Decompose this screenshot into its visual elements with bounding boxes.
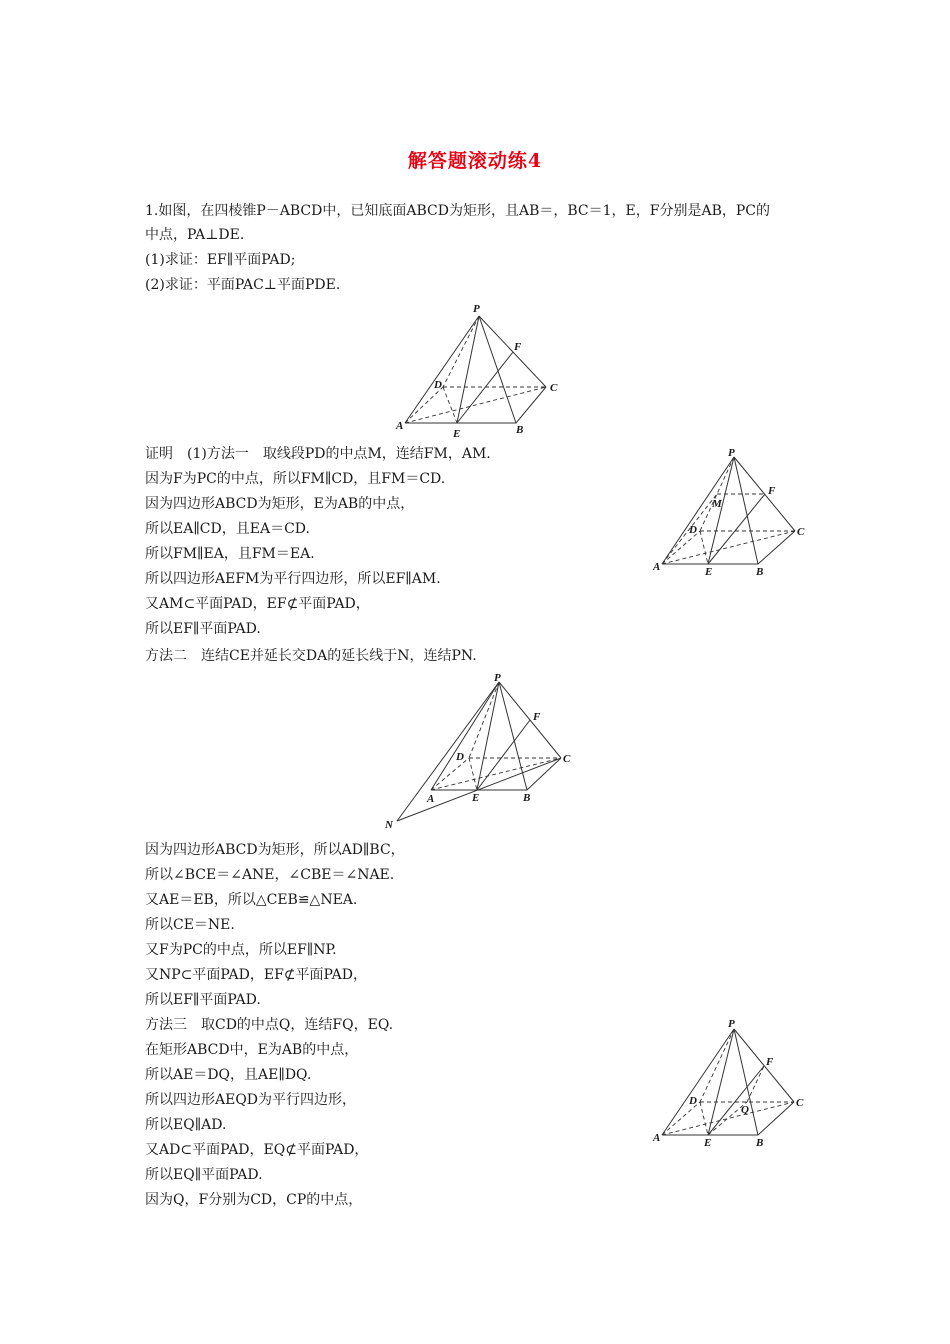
label-E: E <box>704 1137 712 1149</box>
proof-line-2: 因为F为PC的中点，所以FM∥CD，且FM＝CD. <box>145 471 446 487</box>
method2-line-5: 所以CE＝NE. <box>145 917 235 933</box>
method2-line-6: 又F为PC的中点，所以EF∥NP. <box>145 942 337 958</box>
label-M: M <box>712 498 722 510</box>
proof-line-1: 证明 (1)方法一 取线段PD的中点M，连结FM，AM. <box>145 446 491 462</box>
label-D: D <box>689 1095 697 1107</box>
pyramid-figure-1 <box>395 300 565 440</box>
method3-line-7: 所以EQ∥平面PAD. <box>145 1167 263 1183</box>
method2-line-7: 又NP⊂平面PAD，EF⊄平面PAD， <box>145 967 368 983</box>
label-D: D <box>689 524 697 536</box>
method3-line-1: 方法三 取CD的中点Q，连结FQ，EQ. <box>145 1017 394 1033</box>
problem-line-2: 中点，PA⊥DE. <box>145 227 245 243</box>
method3-line-3: 所以AE＝DQ，且AE∥DQ. <box>145 1067 312 1083</box>
method2-line-1: 方法二 连结CE并延长交DA的延长线于N，连结PN. <box>145 648 477 664</box>
problem-part-1: (1)求证：EF∥平面PAD; <box>145 252 296 268</box>
label-B: B <box>523 792 531 804</box>
method3-line-6: 又AD⊂平面PAD，EQ⊄平面PAD， <box>145 1142 369 1158</box>
label-B: B <box>756 1137 764 1149</box>
proof-line-4: 所以EA∥CD，且EA＝CD. <box>145 521 310 537</box>
label-Q: Q <box>741 1104 749 1116</box>
label-B: B <box>756 566 764 578</box>
method2-line-2: 因为四边形ABCD为矩形，所以AD∥BC， <box>145 842 405 858</box>
label-F: F <box>768 485 776 497</box>
proof-line-8: 所以EF∥平面PAD. <box>145 621 261 637</box>
method3-line-2: 在矩形ABCD中，E为AB的中点， <box>145 1042 359 1058</box>
problem-part-2: (2)求证：平面PAC⊥平面PDE. <box>145 277 341 293</box>
label-C: C <box>563 753 571 765</box>
label-E: E <box>472 792 480 804</box>
label-C: C <box>796 1097 804 1109</box>
method2-line-8: 所以EF∥平面PAD. <box>145 992 261 1008</box>
label-P: P <box>728 447 735 459</box>
label-A: A <box>396 420 404 432</box>
proof-line-6: 所以四边形AEFM为平行四边形，所以EF∥AM. <box>145 571 441 587</box>
label-C: C <box>550 382 558 394</box>
proof-line-7: 又AM⊂平面PAD，EF⊄平面PAD， <box>145 596 370 612</box>
method2-line-4: 又AE＝EB，所以△CEB≌△NEA. <box>145 892 358 908</box>
method3-line-8: 因为Q，F分别为CD，CP的中点， <box>145 1192 363 1208</box>
pyramid-figure-3 <box>380 672 580 834</box>
label-D: D <box>456 751 464 763</box>
page-title: 解答题滚动练4 <box>407 150 543 172</box>
label-P: P <box>473 303 480 315</box>
problem-line-1: 1.如图，在四棱锥P－ABCD中，已知底面ABCD为矩形，且AB＝，BC＝1，E，F分别是AB，PC的 <box>145 203 770 219</box>
label-F: F <box>533 711 541 723</box>
label-F: F <box>766 1056 774 1068</box>
label-D: D <box>434 379 442 391</box>
label-B: B <box>516 424 524 436</box>
label-F: F <box>514 341 522 353</box>
pyramid-figure-4 <box>650 1015 820 1150</box>
label-A: A <box>427 793 435 805</box>
label-E: E <box>705 566 713 578</box>
method3-line-4: 所以四边形AEQD为平行四边形， <box>145 1092 357 1108</box>
label-N: N <box>385 819 393 831</box>
method2-line-3: 所以∠BCE＝∠ANE，∠CBE＝∠NAE. <box>145 867 395 883</box>
proof-line-3: 因为四边形ABCD为矩形，E为AB的中点， <box>145 496 415 512</box>
label-P: P <box>494 672 501 684</box>
label-C: C <box>797 526 805 538</box>
label-E: E <box>453 428 461 440</box>
label-P: P <box>728 1018 735 1030</box>
pyramid-figure-2 <box>650 445 820 585</box>
label-A: A <box>653 561 661 573</box>
method3-line-5: 所以EQ∥AD. <box>145 1117 227 1133</box>
proof-line-5: 所以FM∥EA，且FM＝EA. <box>145 546 315 562</box>
label-A: A <box>653 1132 661 1144</box>
